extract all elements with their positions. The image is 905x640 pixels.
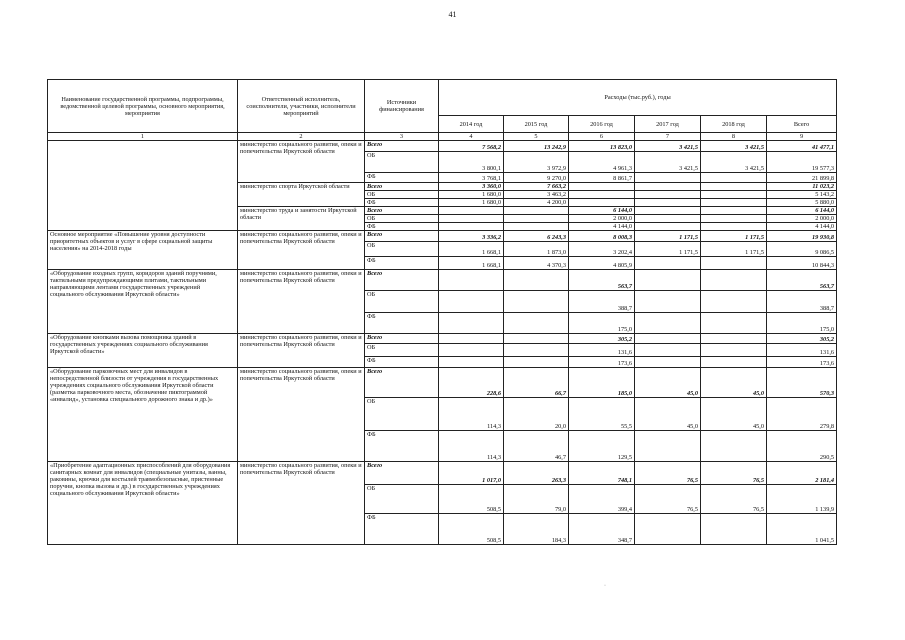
year-value: 3 421,5 [635, 141, 701, 152]
year-value: 7 568,2 [439, 141, 504, 152]
scan-mark: · [604, 583, 606, 589]
year-value [701, 291, 767, 313]
year-value: 4 961,3 [569, 152, 635, 173]
year-value: 1 171,5 [701, 242, 767, 257]
year-value [635, 357, 701, 368]
year-value: 76,5 [701, 485, 767, 514]
total-value: 19 577,3 [767, 152, 837, 173]
total-value: 1 041,5 [767, 514, 837, 545]
column-index: 9 [767, 133, 837, 141]
table-row [48, 368, 837, 398]
funding-source: ФБ [365, 431, 439, 462]
year-value [635, 223, 701, 231]
funding-source: ОБ [365, 191, 439, 199]
year-value [701, 344, 767, 357]
year-value: 8 861,7 [569, 173, 635, 183]
total-value: 175,0 [767, 313, 837, 334]
header-total: Всего [767, 116, 837, 133]
total-value: 388,7 [767, 291, 837, 313]
year-value [504, 291, 569, 313]
total-value: 9 086,5 [767, 242, 837, 257]
year-value: 2 000,0 [569, 215, 635, 223]
funding-source: ОБ [365, 215, 439, 223]
total-value: 2 000,0 [767, 215, 837, 223]
year-value: 185,0 [569, 368, 635, 398]
column-index-row [48, 133, 837, 141]
year-value [701, 313, 767, 334]
header-expenses: Расходы (тыс.руб.), годы [439, 80, 837, 116]
header-executor: Ответственный исполнитель, соисполнители, участники, исполнители мероприятий [238, 80, 365, 133]
year-value: 45,0 [635, 398, 701, 431]
year-value [701, 431, 767, 462]
year-value [635, 431, 701, 462]
executor-name: министерство спорта Иркутской области [238, 183, 365, 207]
year-value: 228,6 [439, 368, 504, 398]
year-value: 263,3 [504, 462, 569, 485]
total-value: 2 181,4 [767, 462, 837, 485]
year-value: 1 680,0 [439, 199, 504, 207]
funding-source: Всего [365, 462, 439, 485]
year-value [635, 207, 701, 215]
year-value: 4 200,0 [504, 199, 569, 207]
year-value [701, 207, 767, 215]
year-value [635, 514, 701, 545]
year-value [635, 257, 701, 270]
year-value: 45,0 [701, 368, 767, 398]
funding-source: ФБ [365, 357, 439, 368]
total-value: 563,7 [767, 270, 837, 291]
year-value: 1 017,0 [439, 462, 504, 485]
year-value: 76,5 [635, 462, 701, 485]
total-value: 19 930,8 [767, 231, 837, 242]
year-value: 3 800,1 [439, 152, 504, 173]
table-row [48, 462, 837, 485]
year-value [569, 191, 635, 199]
header-year: 2015 год [504, 116, 569, 133]
year-value [504, 313, 569, 334]
funding-source: ОБ [365, 291, 439, 313]
year-value: 508,5 [439, 485, 504, 514]
total-value: 570,3 [767, 368, 837, 398]
page-number: 41 [448, 10, 457, 19]
funding-source: Всего [365, 183, 439, 191]
year-value [701, 183, 767, 191]
year-value [439, 313, 504, 334]
column-index: 4 [439, 133, 504, 141]
year-value [701, 270, 767, 291]
year-value: 6 243,3 [504, 231, 569, 242]
program-name: «Оборудование кнопками вызова помощника зданий в государственных учреждениях социального обслуживания Иркутской области» [48, 334, 238, 368]
year-value [439, 223, 504, 231]
executor-name: министерство социального развития, опеки и попечительства Иркутской области [238, 334, 365, 368]
column-index: 3 [365, 133, 439, 141]
total-value: 5 143,2 [767, 191, 837, 199]
column-index: 2 [238, 133, 365, 141]
year-value [439, 357, 504, 368]
funding-source: Всего [365, 334, 439, 344]
year-value [635, 173, 701, 183]
funding-source: ФБ [365, 223, 439, 231]
column-index: 7 [635, 133, 701, 141]
year-value [701, 357, 767, 368]
header-year: 2014 год [439, 116, 504, 133]
year-value [635, 313, 701, 334]
column-index: 8 [701, 133, 767, 141]
column-index: 5 [504, 133, 569, 141]
funding-source: Всего [365, 368, 439, 398]
year-value [701, 191, 767, 199]
table-row [48, 231, 837, 242]
funding-source: ФБ [365, 257, 439, 270]
year-value: 508,5 [439, 514, 504, 545]
year-value: 748,1 [569, 462, 635, 485]
header-program: Наименование государственной программы, подпрограммы, ведомственной целевой программы, основного мероприятия, мероприятия [48, 80, 238, 133]
year-value: 131,6 [569, 344, 635, 357]
year-value [569, 183, 635, 191]
year-value: 1 668,1 [439, 257, 504, 270]
year-value [504, 215, 569, 223]
program-name: «Оборудование парковочных мест для инвалидов в непосредственной близости от учреждения в государственных учреждениях социального обслуживания Иркутской области (разметка парковочного места, обозначение пиктограммой «инвалид», установка специального дорожного знака и др.)» [48, 368, 238, 462]
funding-source: ФБ [365, 173, 439, 183]
header-source: Источники финансирования [365, 80, 439, 133]
year-value [504, 357, 569, 368]
program-name: «Приобретение адаптационных приспособлений для оборудования санитарных комнат для инвалидов (специальные унитазы, ванны, раковины, крючки для костылей травмобезопасные, пристенные поручни, кнопка вызова и др.) в государственных учреждениях социального обслуживания Иркутской области» [48, 462, 238, 545]
year-value: 114,3 [439, 398, 504, 431]
year-value: 45,0 [635, 368, 701, 398]
executor-name: министерство социального развития, опеки и попечительства Иркутской области [238, 141, 365, 183]
column-index: 1 [48, 133, 238, 141]
total-value: 21 899,8 [767, 173, 837, 183]
program-name: «Оборудование входных групп, коридоров зданий поручнями, тактильными предупреждающими плитами, тактильными направляющими лентами государственных учреждений социального обслуживания Иркутской области» [48, 270, 238, 334]
total-value: 305,2 [767, 334, 837, 344]
total-value: 131,6 [767, 344, 837, 357]
year-value [439, 270, 504, 291]
funding-source: ОБ [365, 398, 439, 431]
funding-source: ОБ [365, 242, 439, 257]
year-value: 388,7 [569, 291, 635, 313]
year-value: 1 873,0 [504, 242, 569, 257]
year-value: 4 805,9 [569, 257, 635, 270]
year-value [635, 183, 701, 191]
funding-source: ОБ [365, 485, 439, 514]
year-value: 45,0 [701, 398, 767, 431]
table-row [48, 141, 837, 152]
year-value [439, 215, 504, 223]
funding-source: ФБ [365, 514, 439, 545]
year-value [635, 344, 701, 357]
funding-source: Всего [365, 231, 439, 242]
total-value: 4 144,0 [767, 223, 837, 231]
total-value: 5 880,0 [767, 199, 837, 207]
year-value: 129,5 [569, 431, 635, 462]
year-value [504, 344, 569, 357]
total-value: 1 139,9 [767, 485, 837, 514]
year-value: 7 663,2 [504, 183, 569, 191]
year-value: 3 336,2 [439, 231, 504, 242]
year-value: 3 421,5 [701, 141, 767, 152]
column-index: 6 [569, 133, 635, 141]
year-value [635, 215, 701, 223]
year-value [504, 270, 569, 291]
executor-name: министерство социального развития, опеки и попечительства Иркутской области [238, 368, 365, 462]
year-value [635, 334, 701, 344]
executor-name: министерство социального развития, опеки и попечительства Иркутской области [238, 270, 365, 334]
year-value: 13 823,0 [569, 141, 635, 152]
year-value: 76,5 [701, 462, 767, 485]
year-value: 3 463,2 [504, 191, 569, 199]
program-name: Основное мероприятие «Повышение уровня доступности приоритетных объектов и услуг в сфере социальной защиты населения» на 2014-2018 годы [48, 231, 238, 270]
year-value: 9 270,0 [504, 173, 569, 183]
funding-source: Всего [365, 207, 439, 215]
year-value [439, 291, 504, 313]
year-value: 184,3 [504, 514, 569, 545]
table-row [48, 270, 837, 291]
executor-name: министерство социального развития, опеки и попечительства Иркутской области [238, 462, 365, 545]
total-value: 11 023,2 [767, 183, 837, 191]
year-value: 114,3 [439, 431, 504, 462]
year-value [504, 223, 569, 231]
year-value: 399,4 [569, 485, 635, 514]
year-value: 3 972,9 [504, 152, 569, 173]
year-value [569, 199, 635, 207]
header-year: 2017 год [635, 116, 701, 133]
year-value: 1 680,0 [439, 191, 504, 199]
total-value: 173,6 [767, 357, 837, 368]
year-value [635, 270, 701, 291]
year-value: 3 421,5 [701, 152, 767, 173]
program-name [48, 141, 238, 231]
total-value: 279,8 [767, 398, 837, 431]
year-value [701, 223, 767, 231]
year-value [439, 207, 504, 215]
year-value: 13 242,9 [504, 141, 569, 152]
year-value: 46,7 [504, 431, 569, 462]
year-value: 175,0 [569, 313, 635, 334]
total-value: 41 477,1 [767, 141, 837, 152]
year-value: 173,6 [569, 357, 635, 368]
total-value: 10 844,3 [767, 257, 837, 270]
funding-source: Всего [365, 270, 439, 291]
year-value: 305,2 [569, 334, 635, 344]
year-value: 6 144,0 [569, 207, 635, 215]
year-value: 1 171,5 [701, 231, 767, 242]
year-value [701, 173, 767, 183]
year-value: 20,0 [504, 398, 569, 431]
funding-source: ОБ [365, 152, 439, 173]
executor-name: министерство труда и занятости Иркутской области [238, 207, 365, 231]
header-year: 2016 год [569, 116, 635, 133]
year-value [504, 334, 569, 344]
year-value [701, 257, 767, 270]
year-value [635, 191, 701, 199]
year-value: 3 421,5 [635, 152, 701, 173]
funding-source: ОБ [365, 344, 439, 357]
year-value: 8 008,3 [569, 231, 635, 242]
year-value: 4 144,0 [569, 223, 635, 231]
budget-table [47, 79, 837, 545]
year-value [701, 514, 767, 545]
funding-source: ФБ [365, 199, 439, 207]
year-value [439, 344, 504, 357]
year-value [635, 291, 701, 313]
year-value [439, 334, 504, 344]
table-row [48, 334, 837, 344]
year-value: 4 370,3 [504, 257, 569, 270]
year-value: 3 202,4 [569, 242, 635, 257]
year-value: 348,7 [569, 514, 635, 545]
year-value: 1 668,1 [439, 242, 504, 257]
year-value: 1 171,5 [635, 231, 701, 242]
year-value: 55,5 [569, 398, 635, 431]
total-value: 6 144,0 [767, 207, 837, 215]
year-value: 563,7 [569, 270, 635, 291]
funding-source: Всего [365, 141, 439, 152]
year-value: 3 360,0 [439, 183, 504, 191]
year-value [701, 334, 767, 344]
year-value [635, 199, 701, 207]
funding-source: ФБ [365, 313, 439, 334]
year-value [701, 199, 767, 207]
year-value [504, 207, 569, 215]
total-value: 290,5 [767, 431, 837, 462]
year-value: 1 171,5 [635, 242, 701, 257]
year-value: 66,7 [504, 368, 569, 398]
year-value: 3 768,1 [439, 173, 504, 183]
year-value: 76,5 [635, 485, 701, 514]
year-value [701, 215, 767, 223]
year-value: 79,0 [504, 485, 569, 514]
header-year: 2018 год [701, 116, 767, 133]
executor-name: министерство социального развития, опеки и попечительства Иркутской области [238, 231, 365, 270]
